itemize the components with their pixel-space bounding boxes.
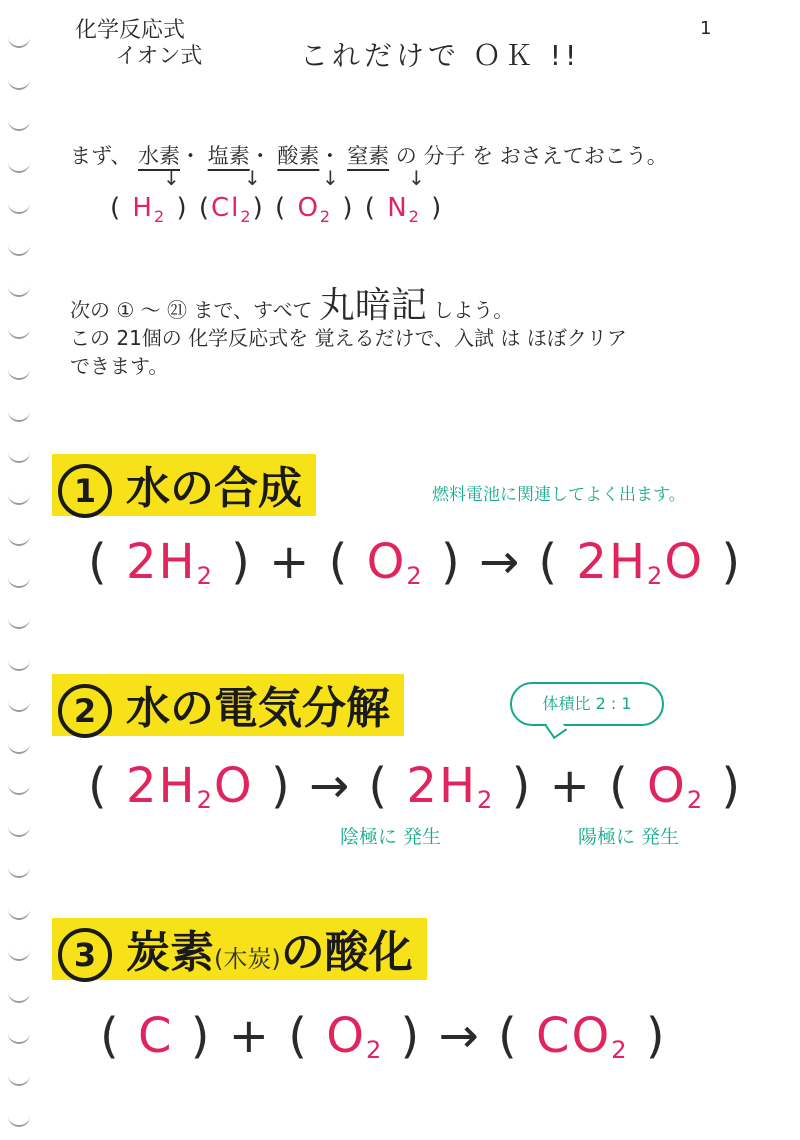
molecule-row [110, 193, 443, 226]
section-3-heading-end: の酸化 [280, 927, 413, 978]
binding-hole-icon [8, 700, 30, 712]
binding-hole-icon [8, 244, 30, 256]
equation-3: ( C ) + ( $O_2$ ) → ( $CO_2$ ) [100, 1008, 667, 1064]
section-1-heading: 水の合成 [126, 463, 302, 514]
notebook-binding [0, 0, 40, 1140]
down-arrow-icon: ↓ [408, 166, 425, 190]
binding-hole-icon [8, 659, 30, 671]
binding-hole-icon [8, 1074, 30, 1086]
section-2-heading: 水の電気分解 [126, 683, 390, 734]
molecule-nitrogen: ( $N_2$ ) [364, 193, 444, 226]
down-arrow-icon: ↓ [163, 166, 180, 190]
binding-hole-icon [8, 534, 30, 546]
binding-hole-icon [8, 78, 30, 90]
section-1-title [52, 448, 316, 522]
binding-hole-icon [8, 1032, 30, 1044]
molecule-chlorine: $(Cl_2)$ [198, 193, 265, 226]
binding-hole-icon [8, 451, 30, 463]
molecule-oxygen: ( $O_2$ ) [275, 193, 355, 226]
word-chlorine: 塩素 [207, 144, 250, 168]
section-3-number: 3 [58, 928, 112, 982]
intro-line3: この 21個の 化学反応式を 覚えるだけで、入試 は ほぼクリア [70, 326, 627, 350]
binding-hole-icon [8, 1115, 30, 1127]
binding-hole-icon [8, 949, 30, 961]
page-number: 1 [700, 18, 712, 39]
word-hydrogen: 水素 [138, 144, 181, 168]
binding-hole-icon [8, 327, 30, 339]
binding-hole-icon [8, 36, 30, 48]
binding-hole-icon [8, 202, 30, 214]
binding-hole-icon [8, 783, 30, 795]
section-3-title [52, 912, 427, 986]
binding-hole-icon [8, 908, 30, 920]
equation-1: ( $2H_2$ ) + ( $O_2$ ) → ( $2H_2O$ ) [88, 534, 743, 590]
intro-line2: 次の ① 〜 ㉑ まで、すべて 丸暗記 しよう。 [70, 285, 514, 326]
binding-hole-icon [8, 410, 30, 422]
anode-label: 陽極に 発生 [578, 826, 680, 848]
cathode-label: 陰極に 発生 [340, 826, 442, 848]
word-nitrogen: 窒素 [347, 144, 390, 168]
section-3-heading-main: 炭素 [126, 927, 214, 978]
header-title-line1: 化学反応式 [75, 18, 186, 43]
binding-hole-icon [8, 493, 30, 505]
binding-hole-icon [8, 368, 30, 380]
equation-2: ( $2H_2O$ ) → ( $2H_2$ ) + ( $O_2$ ) [88, 758, 743, 814]
header-title [75, 18, 202, 70]
section-2-number: 2 [58, 684, 112, 738]
header-title-line2: イオン式 [115, 44, 203, 69]
binding-hole-icon [8, 576, 30, 588]
intro-prefix: まず、 [70, 144, 132, 168]
binding-hole-icon [8, 866, 30, 878]
binding-hole-icon [8, 991, 30, 1003]
section-3-heading-paren: (木炭) [214, 945, 281, 973]
binding-hole-icon [8, 742, 30, 754]
down-arrow-icon: ↓ [244, 166, 261, 190]
intro-paragraph [70, 285, 627, 380]
volume-ratio-bubble: 体積比 2 : 1 [510, 682, 664, 726]
binding-hole-icon [8, 825, 30, 837]
binding-hole-icon [8, 161, 30, 173]
binding-hole-icon [8, 617, 30, 629]
intro-suffix: の 分子 を おさえておこう。 [395, 144, 668, 168]
molecule-hydrogen: ( $H_2$ ) [110, 193, 189, 226]
word-oxygen: 酸素 [277, 144, 320, 168]
header-subtitle: これだけで ＯＫ !! [300, 39, 581, 72]
binding-hole-icon [8, 285, 30, 297]
intro-line4: できます。 [70, 354, 169, 378]
memorize-emphasis: 丸暗記 [318, 285, 427, 326]
intro-line1: まず、 水素・ 塩素・ 酸素・ 窒素 の 分子 を おさえておこう。 [70, 144, 668, 168]
section-1-note: 燃料電池に関連してよく出ます。 [432, 485, 686, 505]
section-1-number: 1 [58, 464, 112, 518]
down-arrow-icon: ↓ [322, 166, 339, 190]
section-2-title [52, 668, 404, 742]
binding-hole-icon [8, 119, 30, 131]
